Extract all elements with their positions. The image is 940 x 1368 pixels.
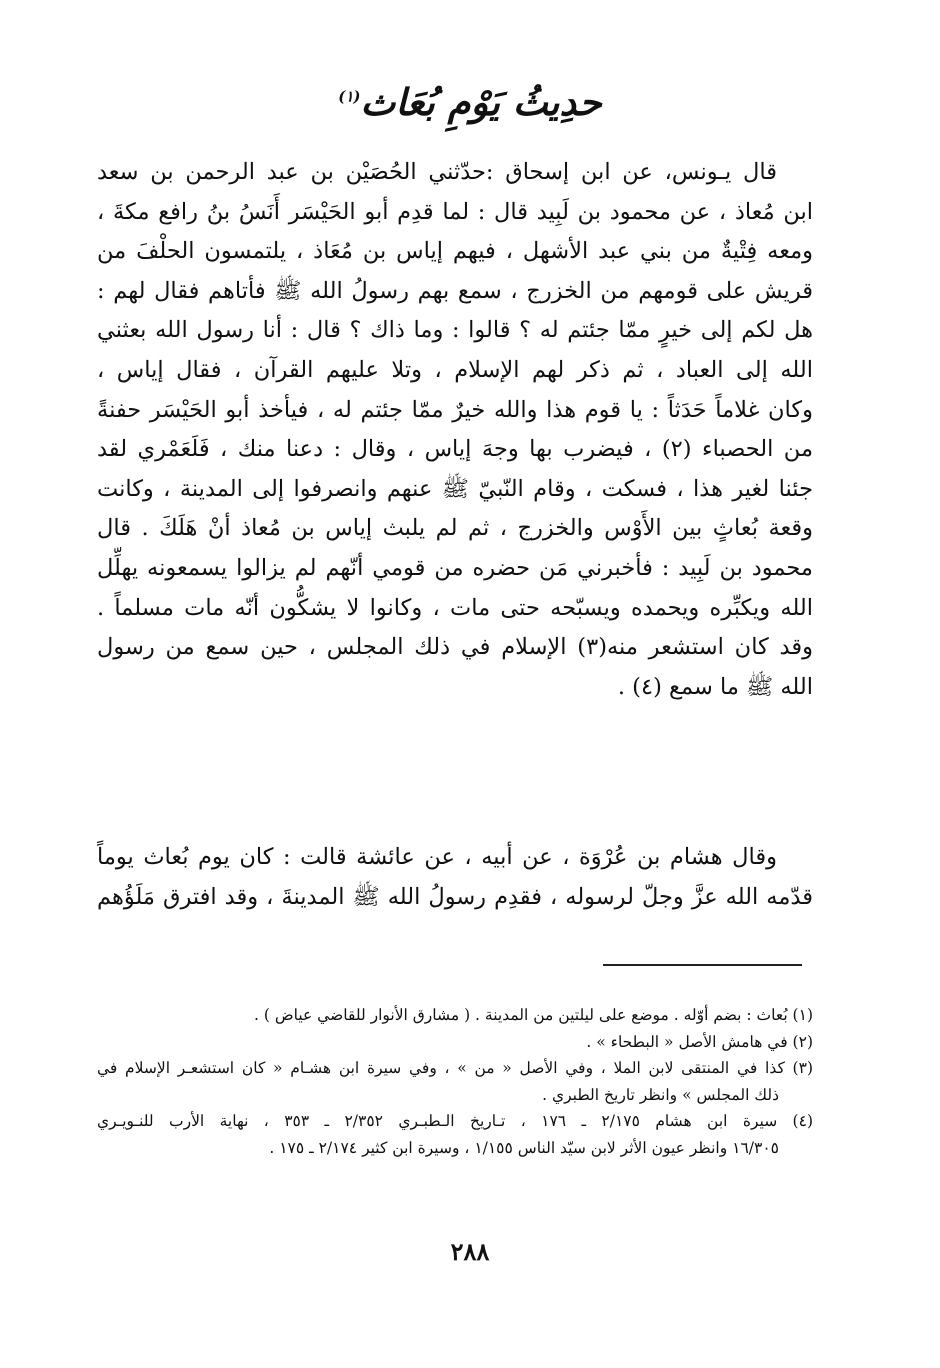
text-line: الله ويكبِّره ويحمده ويسبّحه حتى مات ، وكانوا لا يشكُّون أنّه مات مسلماً . (97, 594, 813, 621)
text-line: وقعة بُعاثٍ بين الأَوْس والخزرج ، ثم لم يلبث إياس بن مُعاذ أنْ هَلَكَ . قال (97, 515, 813, 542)
text-line: ابن مُعاذ ، عن محمود بن لَبِيد قال : لما قدِم أبو الحَيْسَر أَنَسُ بنُ رافع مكةَ ، (97, 198, 813, 225)
text-line: وقال هشام بن عُرْوَة ، عن أبيه ، عن عائشة قالت : كان يوم بُعاث يوماً (97, 844, 777, 870)
footnote-line: (٣) كذا في المنتقى لابن الملا ، وفي الأصل « من » ، وفي سيرة ابن هشـام « كان استشعـر الإسلام في (97, 1059, 813, 1077)
text-line: محمود بن لَبِيد : فأخبرني مَن حضره من قومي أنّهم لم يزالوا يسمعونه يهلِّل (97, 554, 813, 581)
chapter-title (0, 72, 940, 132)
page-number: ٢٨٨ (450, 1237, 490, 1266)
footnote-line: (٤) سيرة ابن هشام ٢/١٧٥ ـ ١٧٦ ، تـاريخ الـطبـري ٢/٣٥٢ ـ ٣٥٣ ، نهاية الأرب للنـويـري (97, 1112, 813, 1130)
text-line: قال يـونس، عن ابن إسحاق :حدّثني الحُصَيْن بن عبد الرحمن بن سعد (97, 159, 777, 185)
footnotes (97, 1002, 813, 1161)
footnote-1 (97, 1002, 813, 1029)
paragraph-2 (97, 838, 813, 917)
text-line: جئنا لغير هذا ، فسكت ، وقام النّبيّ ﷺ عنهم وانصرفوا إلى المدينة ، وكانت (97, 475, 813, 502)
text-line: ومعه فِتْيةٌ من بني عبد الأشهل ، فيهم إياس بن مُعَاذ ، يلتمسون الحلْفَ من (97, 238, 813, 265)
text-line: قريش على قومهم من الخزرج ، سمع بهم رسولُ الله ﷺ فأتاهم فقال لهم : (97, 277, 813, 304)
text-line: هل لكم إلى خيرٍ ممّا جئتم له ؟ قالوا : وما ذاك ؟ قال : أنا رسول الله بعثني (97, 317, 813, 344)
text-line: الله إلى العباد ، ثم ذكر لهم الإسلام ، وتلا عليهم القرآن ، فقال إياس ، (97, 356, 813, 383)
text-line: الله ﷺ ما سمع (٤) . (617, 673, 813, 700)
footnote-line: ذلك المجلس » وانظر تاريخ الطبري . (542, 1085, 779, 1104)
text-line: وكان غلاماً حَدَثاً : يا قوم هذا والله خيرٌ ممّا جئتم له ، فيأخذ أبو الحَيْسَر حفنةً (97, 396, 813, 423)
footnote-separator (603, 964, 802, 966)
text-line: وقد كان استشعر منه(٣) الإسلام في ذلك المجلس ، حين سمع من رسول (97, 634, 813, 661)
footnote-4 (97, 1108, 813, 1161)
text-line: قدّمه الله عزَّ وجلّ لرسوله ، فقدِم رسولُ الله ﷺ المدينةَ ، وقد افترق مَلَؤُهم (97, 883, 813, 910)
chapter-title-text: حدِيثُ يَوْمِ بُعَاث (360, 80, 602, 124)
footnote-2 (97, 1029, 813, 1056)
title-footnote-mark: (١) (338, 87, 361, 106)
footnote-line: (١) بُعاث : بضم أوّله . موضع على ليلتين من المدينة . ( مشارق الأنوار للقاضي عياض ) . (254, 1006, 813, 1024)
paragraph-1 (97, 153, 813, 707)
footnote-3 (97, 1055, 813, 1108)
footnote-line: (٢) في هامش الأصل « البطحاء » . (586, 1032, 813, 1051)
footnote-line: ١٦/٣٠٥ وانظر عيون الأثر لابن سيّد الناس ١/١٥٥ ، وسيرة ابن كثير ٢/١٧٤ ـ ١٧٥ . (269, 1138, 779, 1157)
text-line: من الحصباء (٢) ، فيضرب بها وجهَ إياس ، وقال : دعنا منك ، فَلَعَمْري لقد (97, 436, 813, 463)
